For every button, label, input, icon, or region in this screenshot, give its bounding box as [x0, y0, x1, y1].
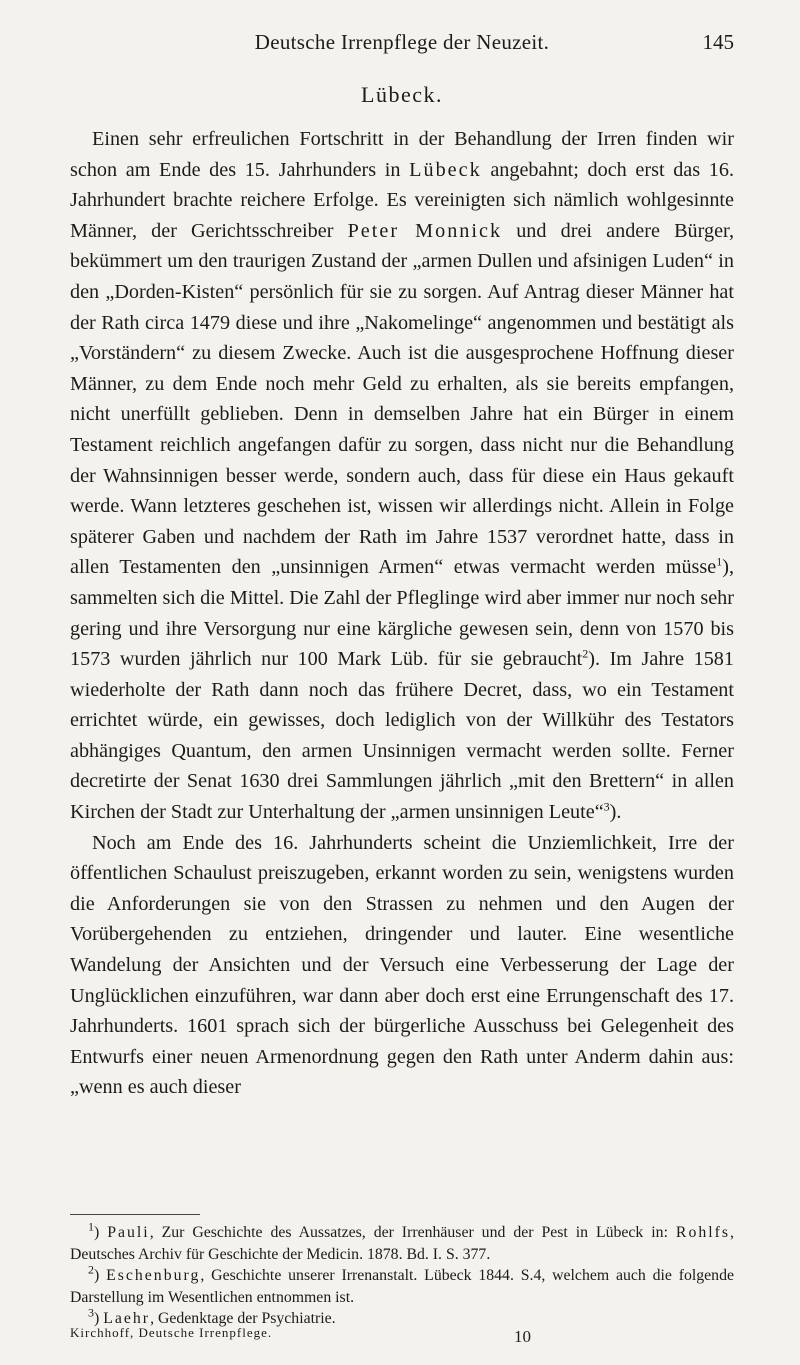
- body-text: [70, 124, 734, 1103]
- signature-number: 10: [514, 1327, 531, 1346]
- footnote-mark: 3: [88, 1305, 94, 1320]
- paragraph-1: Einen sehr erfreulichen Fortschritt in der Behandlung der Irren finden wir schon am Ende des 15. Jahrhunders in Lübeck angebahnt; doch erst das 16. Jahrhundert brachte reichere Erfolge. Es vereinigten sich nämlich wohlgesinnte Männer, der Gerichtsschreiber Peter Monnick und drei andere Bürger, bekümmert um den traurigen Zustand der „armen Dullen und afsinigen Luden“ in den „Dorden-Kisten“ persönlich für sie zu sorgen. Auf Antrag dieser Männer hat der Rath circa 1479 diese und ihre „Nakomelinge“ angenommen und bestätigt als „Vorständern“ zu diesem Zwecke. Auch ist die ausgesprochene Hoffnung dieser Männer, zu dem Ende noch mehr Geld zu erhalten, als sie bereits empfangen, nicht unerfüllt geblieben. Denn in demselben Jahre hat ein Bürger in einem Testament reichlich angefangen dafür zu sorgen, dass nicht nur die Behandlung der Wahnsinnigen besser werde, sondern auch, dass für diese ein Haus gekauft werde. Wann letzteres geschehen ist, wissen wir allerdings nicht. Allein in Folge späterer Gaben und nachdem der Rath im Jahre 1537 verordnet hatte, dass in allen Testamenten den „unsinnigen Armen“ etwas vermacht werden müsse$^1$), sammelten sich die Mittel. Die Zahl der Pfleglinge wird aber immer nur noch sehr gering und ihre Versorgung nur eine kärgliche gewesen sein, denn von 1570 bis 1573 wurden jährlich nur 100 Mark Lüb. für sie gebraucht$^2$). Im Jahre 1581 wiederholte der Rath dann noch das frühere Decret, dass, wo ein Testament errichtet würde, ein gewisses, doch lediglich von der Willkühr des Testators abhängiges Quantum, den armen Unsinnigen vermacht werden sollte. Ferner decretirte der Senat 1630 drei Sammlungen jährlich „mit den Brettern“ in allen Kirchen der Stadt zur Unterhaltung der „armen unsinnigen Leute“$^3$).: [70, 128, 734, 824]
- footnote-ref: 1: [716, 554, 723, 569]
- footnote-1: $^1$) Pauli, Zur Geschichte des Aussatzes, der Irrenhäuser und der Pest in Lübeck in: Rohlfs, Deutsches Archiv für Geschichte der Medicin. 1878. Bd. I. S. 377.: [70, 1219, 734, 1263]
- author-name: Laehr: [103, 1310, 151, 1327]
- footnote-3: $^3$) Laehr, Gedenktage der Psychiatrie.: [88, 1305, 336, 1327]
- spaced-name: Lübeck: [409, 158, 482, 181]
- running-head-title: Deutsche Irrenpflege der Neuzeit.: [254, 30, 550, 54]
- author-name: Rohlfs: [675, 1224, 731, 1241]
- spaced-name: Peter Monnick: [347, 219, 503, 242]
- footnote-divider: [70, 1214, 200, 1215]
- footnote-mark: 2: [88, 1262, 94, 1277]
- page-number: 145: [702, 30, 734, 54]
- author-name: Eschenburg: [106, 1267, 201, 1284]
- footnote-ref: 3: [603, 799, 610, 814]
- printer-signature: [70, 1325, 734, 1349]
- footnote-ref: 2: [582, 646, 589, 661]
- signature-text: Kirchhoff, Deutsche Irrenpflege.: [70, 1325, 273, 1340]
- paragraph-2: Noch am Ende des 16. Jahrhunderts scheint die Unziemlichkeit, Irre der öffentlichen Schaulust preiszugeben, erkannt worden zu sein, wenigstens wurden die Anforderungen sie von den Strassen zu nehmen und den Augen der Vorübergehenden zu entziehen, dringender und lauter. Eine wesentliche Wandelung der Ansichten und der Versuch eine Verbesserung der Lage der Unglücklichen einzuführen, war dann aber doch erst eine Errungenschaft des 17. Jahrhunderts. 1601 sprach sich der bürgerliche Ausschuss bei Gelegenheit des Entwurfs einer neuen Armenordnung gegen den Rath unter Anderm dahin aus: „wenn es auch dieser: [70, 831, 734, 1099]
- section-heading: Lübeck.: [361, 82, 443, 107]
- footnote-mark: 1: [88, 1219, 94, 1234]
- footnotes: [70, 1219, 734, 1330]
- running-head: [70, 30, 734, 60]
- footnote-2: $^2$) Eschenburg, Geschichte unserer Irrenanstalt. Lübeck 1844. S.4, welchem auch die folgende Darstellung im Wesentlichen entnommen ist.: [70, 1262, 734, 1306]
- author-name: Pauli: [107, 1224, 150, 1241]
